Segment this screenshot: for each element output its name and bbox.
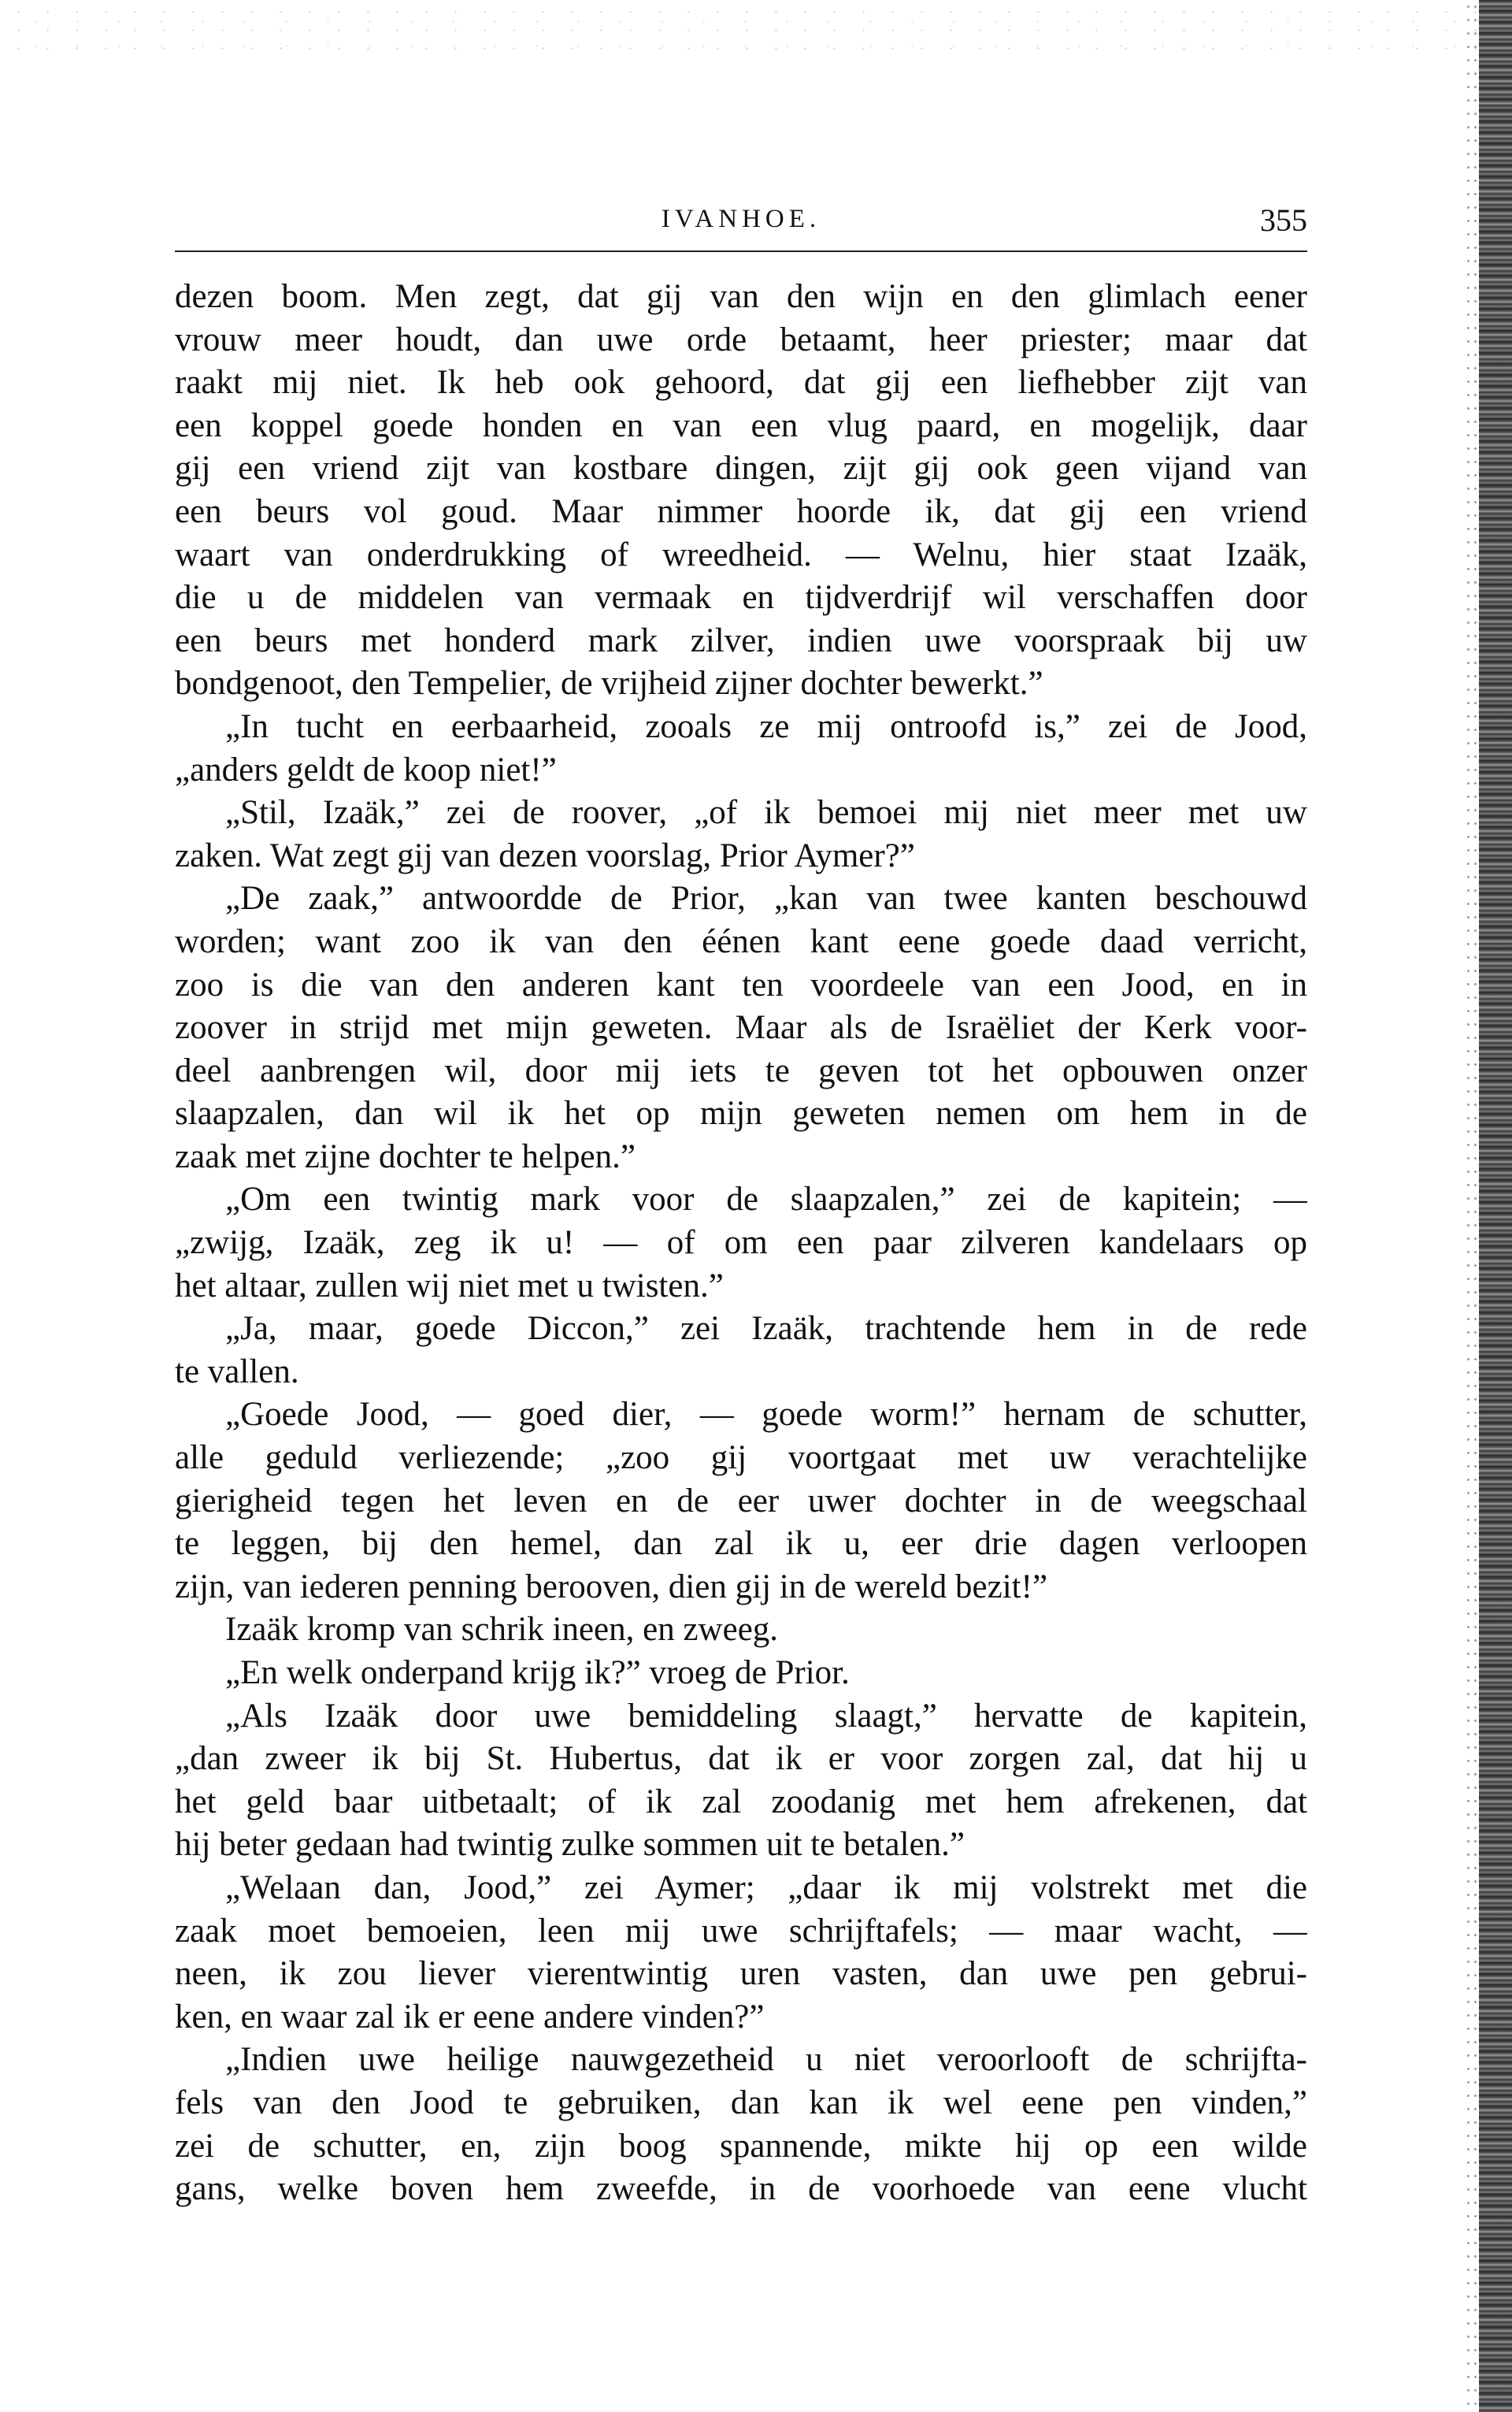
page-binding-edge: [1479, 0, 1512, 2412]
text-line: die u de middelen van vermaak en tijdverdrijf wil verschaffen door: [175, 579, 1307, 617]
header-rule: [175, 250, 1307, 252]
text-line: het altaar, zullen wij niet met u twisten.”: [175, 1267, 724, 1304]
text-line: raakt mij niet. Ik heb ook gehoord, dat gij een liefhebber zijt van: [175, 364, 1307, 402]
text-line: waart van onderdrukking of wreedheid. — Welnu, hier staat Izaäk,: [175, 536, 1307, 573]
page-number: 355: [1260, 202, 1307, 238]
text-line: gans, welke boven hem zweefde, in de voorhoede van eene vlucht: [175, 2170, 1307, 2208]
text-line: gierigheid tegen het leven en de eer uwer dochter in de weegschaal: [175, 1482, 1307, 1520]
text-line: een koppel goede honden en van een vlug paard, en mogelijk, daar: [175, 406, 1307, 444]
text-line: zoo is die van den anderen kant ten voordeele van een Jood, en in: [175, 966, 1307, 1004]
text-line: „dan zweer ik bij St. Hubertus, dat ik er voor zorgen zal, dat hij u: [175, 1740, 1307, 1778]
text-line: zaak moet bemoeien, leen mij uwe schrijftafels; — maar wacht, —: [175, 1912, 1307, 1950]
text-line: slaapzalen, dan wil ik het op mijn geweten nemen om hem in de: [175, 1095, 1307, 1133]
text-line: fels van den Jood te gebruiken, dan kan ik wel eene pen vinden,”: [175, 2084, 1307, 2121]
text-line: „anders geldt de koop niet!”: [175, 751, 557, 789]
text-line: zaken. Wat zegt gij van dezen voorslag, Prior Aymer?”: [175, 837, 915, 874]
text-line: „Als Izaäk door uwe bemiddeling slaagt,” hervatte de kapitein,: [225, 1697, 1307, 1735]
text-line: zoover in strijd met mijn geweten. Maar als de Israëliet der Kerk voor-: [175, 1009, 1307, 1047]
text-line: „Welaan dan, Jood,” zei Aymer; „daar ik mij volstrekt met die: [225, 1868, 1307, 1906]
text-line: „En welk onderpand krijg ik?” vroeg de Prior.: [225, 1654, 850, 1691]
text-line: worden; want zoo ik van den éénen kant eene goede daad verricht,: [175, 922, 1307, 960]
text-line: het geld baar uitbetaalt; of ik zal zoodanig met hem afrekenen, dat: [175, 1783, 1307, 1820]
scan-edge-dots: [1465, 0, 1479, 2412]
text-line: „Indien uwe heilige nauwgezetheid u niet veroorlooft de schrijfta-: [225, 2041, 1307, 2079]
text-line: „Stil, Izaäk,” zei de roover, „of ik bemoei mij niet meer met uw: [225, 794, 1307, 832]
text-line: ken, en waar zal ik er eene andere vinden?”: [175, 1998, 765, 2035]
text-line: deel aanbrengen wil, door mij iets te geven tot het opbouwen onzer: [175, 1052, 1307, 1089]
text-line: „Om een twintig mark voor de slaapzalen,” zei de kapitein; —: [225, 1181, 1307, 1219]
body-text: [175, 276, 1307, 2211]
text-line: te leggen, bij den hemel, dan zal ik u, eer drie dagen verloopen: [175, 1525, 1307, 1563]
text-line: „Goede Jood, — goed dier, — goede worm!” hernam de schutter,: [225, 1396, 1307, 1434]
text-line: „Ja, maar, goede Diccon,” zei Izaäk, trachtende hem in de rede: [225, 1310, 1307, 1348]
text-line: vrouw meer houdt, dan uwe orde betaamt, heer priester; maar dat: [175, 321, 1307, 358]
running-head: IVANHOE.: [661, 205, 821, 233]
text-line: alle geduld verliezende; „zoo gij voortgaat met uw verachtelijke: [175, 1439, 1307, 1477]
text-line: een beurs met honderd mark zilver, indien uwe voorspraak bij uw: [175, 622, 1307, 659]
text-line: neen, ik zou liever vierentwintig uren vasten, dan uwe pen gebrui-: [175, 1955, 1307, 1993]
text-line: zaak met zijne dochter te helpen.”: [175, 1137, 636, 1175]
text-line: zei de schutter, en, zijn boog spannende, mikte hij op een wilde: [175, 2127, 1307, 2165]
text-line: dezen boom. Men zegt, dat gij van den wijn en den glimlach eener: [175, 278, 1307, 315]
scan-noise-top: [0, 0, 1480, 55]
text-line: een beurs vol goud. Maar nimmer hoorde ik, dat gij een vriend: [175, 492, 1307, 530]
text-line: „zwijg, Izaäk, zeg ik u! — of om een paar zilveren kandelaars op: [175, 1224, 1307, 1262]
text-line: Izaäk kromp van schrik ineen, en zweeg.: [225, 1611, 779, 1649]
text-line: hij beter gedaan had twintig zulke sommen uit te betalen.”: [175, 1826, 965, 1864]
page-header: [175, 195, 1307, 250]
text-line: „In tucht en eerbaarheid, zooals ze mij ontroofd is,” zei de Jood,: [225, 707, 1307, 745]
text-line: bondgenoot, den Tempelier, de vrijheid zijner dochter bewerkt.”: [175, 665, 1043, 703]
text-line: te vallen.: [175, 1353, 299, 1390]
text-line: gij een vriend zijt van kostbare dingen, zijt gij ook geen vijand van: [175, 450, 1307, 488]
text-line: zijn, van iederen penning berooven, dien gij in de wereld bezit!”: [175, 1568, 1048, 1605]
text-line: „De zaak,” antwoordde de Prior, „kan van twee kanten beschouwd: [225, 880, 1307, 918]
